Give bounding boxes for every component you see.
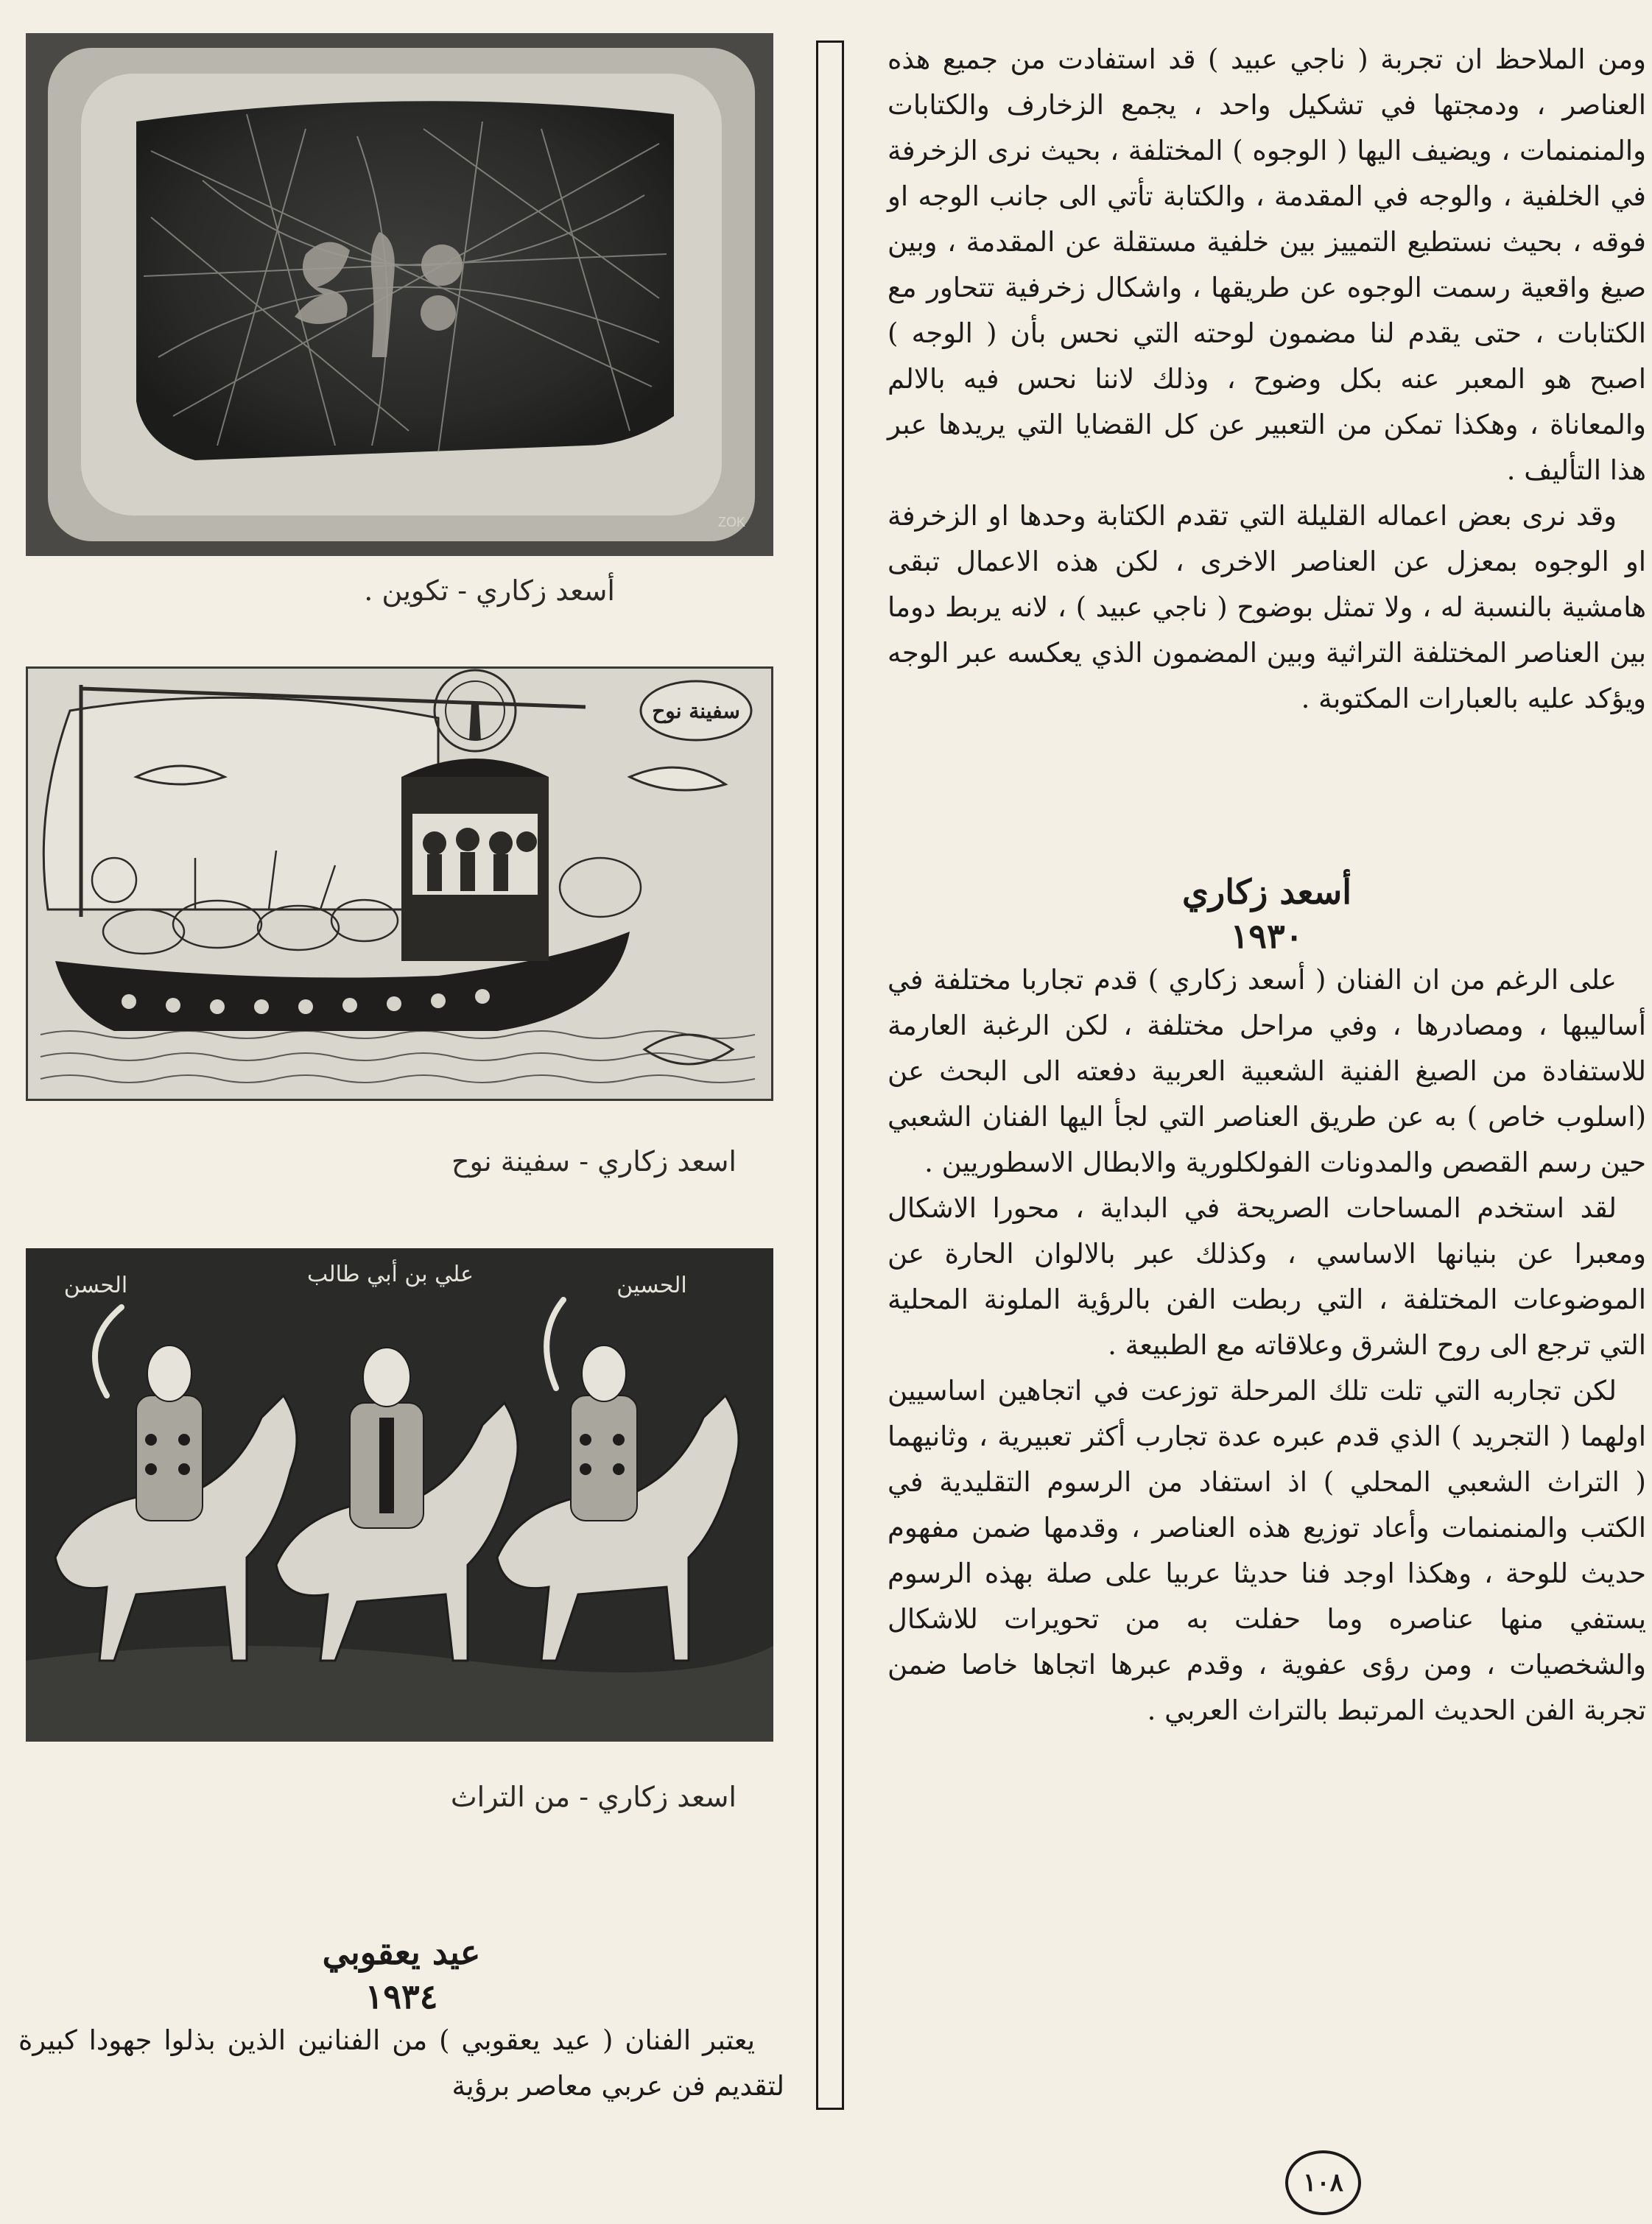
- caption-composition: أسعد زكاري - تكوين .: [364, 574, 615, 607]
- paragraph-yaqoubi: يعتبر الفنان ( عيد يعقوبي ) من الفنانين الذين بذلوا جهودا كبيرة لتقديم فن عربي معاصر برؤية: [18, 2024, 784, 2102]
- painting-label-right: الحسين: [616, 1273, 687, 1298]
- section-year-eid-yaqoubi: ١٩٣٤: [365, 1977, 438, 2016]
- inscription-safinat-nuh: سفينة نوح: [652, 699, 740, 723]
- right-text-column: [887, 37, 1646, 1734]
- column-divider: [816, 41, 844, 2110]
- artist-signature-zok: ZOK: [718, 515, 746, 529]
- left-bottom-text: [18, 1929, 784, 2109]
- paragraph-naji-obeid-2: وقد نرى بعض اعماله القليلة التي تقدم الكتابة وحدها او الزخرفة او الوجوه بمعزل عن العناصر الاخرى ، لكن هذه الاعمال تبقى هامشية بالنسبة له ، ولا تمثل بوضوح ( ناجي عبيد ) ، لانه يربط دوما بين العناصر المختلفة التراثية وبين المضمون الذي يعكسه عبر الوجه ويؤكد عليه بالعبارات المكتوبة .: [887, 500, 1646, 714]
- painting-label-center: علي بن أبي طالب: [307, 1261, 474, 1287]
- figure-composition-image: [26, 33, 773, 556]
- section-title-eid-yaqoubi: عيد يعقوبي: [322, 1932, 481, 1972]
- section-title-asaad-zakari: أسعد زكاري: [1181, 872, 1352, 912]
- section-year-asaad-zakari: ١٩٣٠: [1230, 916, 1304, 956]
- caption-from-heritage: اسعد زكاري - من التراث: [450, 1781, 737, 1813]
- caption-noahs-ark: اسعد زكاري - سفينة نوح: [451, 1145, 737, 1178]
- page-number: ١٠٨: [1285, 2150, 1361, 2215]
- paragraph-zakari-3: لكن تجاربه التي تلت تلك المرحلة توزعت في اتجاهين اساسيين اولهما ( التجريد ) الذي قدم عبره عدة تجارب أكثر تعبيرية ، وثانيهما ( التراث الشعبي المحلي ) اذ استفاد من الرسوم التقليدية في الكتب والمنمنمات وأعاد توزيع هذه العناصر ، وقدمها ضمن مفهوم حديث للوحة ، وهكذا اوجد فنا حديثا عربيا على صلة بهذه الرسوم يستفي منها عناصره وما حفلت به من تحويرات للاشكال والشخصيات ، ومن رؤى عفوية ، وقدم عبرها اتجاها خاصا ضمن تجربة الفن الحديث المرتبط بالتراث العربي .: [887, 1375, 1646, 1726]
- painting-label-left: الحسن: [63, 1273, 128, 1298]
- figure-heritage-image: [26, 1248, 773, 1742]
- paragraph-zakari-2: لقد استخدم المساحات الصريحة في البداية ، محورا الاشكال ومعبرا عن بنيانها الاساسي ، وكذلك عبر بالالوان الحارة عن الموضوعات المختلفة ، التي ربطت الفن بالرؤية الملونة المحلية التي ترجع الى روح الشرق وعلاقاته مع الطبيعة .: [887, 1192, 1646, 1361]
- figure-noahs-ark-image: [26, 666, 773, 1101]
- paragraph-naji-obeid-1: ومن الملاحظ ان تجربة ( ناجي عبيد ) قد استفادت من جميع هذه العناصر ، ودمجتها في تشكيل واحد ، يجمع الزخارف والكتابات والمنمنمات ، ويضيف اليها ( الوجوه ) المختلفة ، بحيث نرى الزخرفة في الخلفية ، والوجه في المقدمة ، والكتابة تأتي الى جانب الوجه او فوقه ، بحيث نستطيع التمييز بين خلفية مستقلة عن المقدمة ، وبين صيغ واقعية رسمت الوجوه عن طريقها ، واشكال زخرفية تتحاور مع الكتابات ، حتى يقدم لنا مضمون لوحته التي نحس بأن ( الوجه ) اصبح هو المعبر عنه بكل وضوح ، وذلك لاننا نحس فيه بالالم والمعاناة ، وهكذا تمكن من التعبير عن كل القضايا التي يريدها عبر هذا التأليف .: [887, 43, 1646, 486]
- paragraph-zakari-1: على الرغم من ان الفنان ( أسعد زكاري ) قدم تجاربا مختلفة في أساليبها ، ومصادرها ، وفي مراحل مختلفة ، لكن الرغبة العارمة للاستفادة من الصيغ الفنية الشعبية العربية دفعته الى البحث عن (اسلوب خاص ) به عن طريق العناصر التي لجأ اليها الفنان الشعبي حين رسم القصص والمدونات الفولكلورية والابطال الاسطوريين .: [887, 964, 1646, 1178]
